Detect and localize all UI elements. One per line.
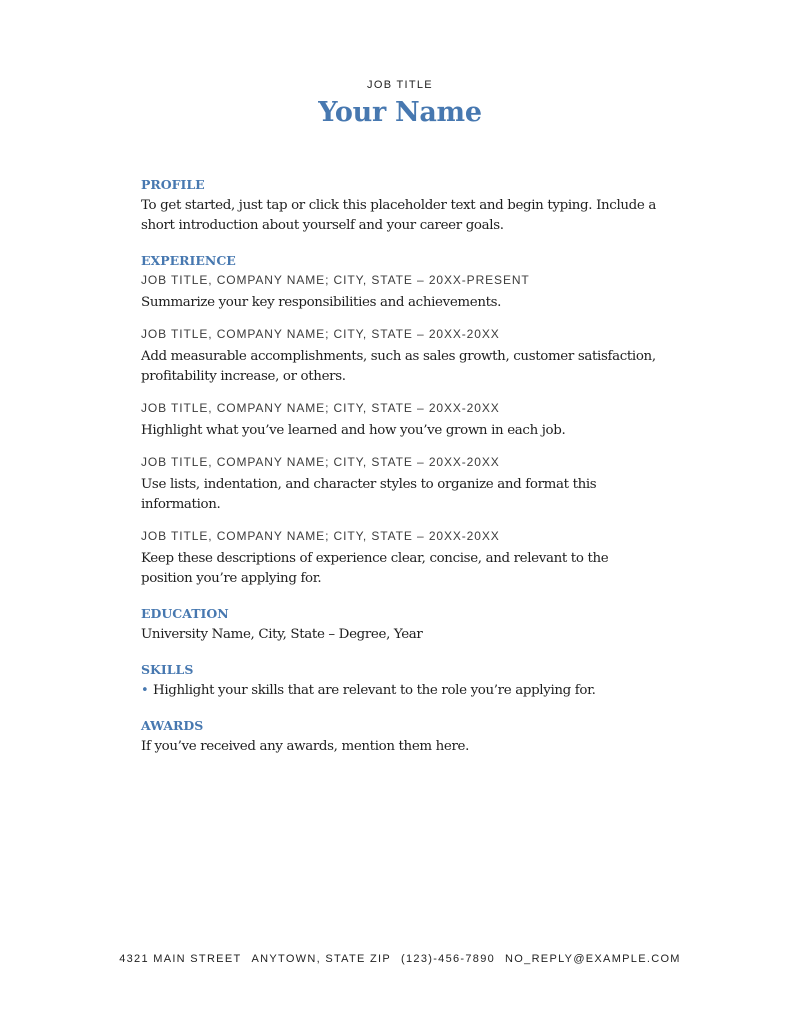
experience-section <box>141 252 661 589</box>
profile-heading[interactable]: PROFILE <box>141 177 205 192</box>
job-description[interactable]: Keep these descriptions of experience clear, concise, and relevant to the position you’re applying for. <box>141 551 609 586</box>
awards-text[interactable]: If you’ve received any awards, mention them here. <box>141 739 470 754</box>
skill-text[interactable]: Highlight your skills that are relevant to the role you’re applying for. <box>153 683 596 698</box>
education-text[interactable]: University Name, City, State – Degree, Year <box>141 627 423 642</box>
job-description[interactable]: Use lists, indentation, and character styles to organize and format this information. <box>141 477 597 512</box>
bullet-icon: • <box>141 683 149 698</box>
experience-entry <box>141 453 661 515</box>
experience-entry <box>141 399 661 441</box>
skills-heading[interactable]: SKILLS <box>141 662 194 677</box>
header-job-title[interactable]: JOB TITLE <box>367 79 433 91</box>
job-line[interactable]: JOB TITLE, COMPANY NAME; CITY, STATE – 20XX-20XX <box>141 327 500 341</box>
skill-item[interactable] <box>141 681 661 701</box>
education-heading[interactable]: EDUCATION <box>141 606 229 621</box>
skills-section <box>141 661 661 701</box>
resume-content <box>141 176 661 770</box>
job-line[interactable]: JOB TITLE, COMPANY NAME; CITY, STATE – 20XX-20XX <box>141 455 500 469</box>
awards-heading[interactable]: AWARDS <box>141 718 204 733</box>
header-name[interactable]: Your Name <box>318 97 482 128</box>
awards-section <box>141 717 661 757</box>
job-line[interactable]: JOB TITLE, COMPANY NAME; CITY, STATE – 20XX-20XX <box>141 529 500 543</box>
job-line[interactable]: JOB TITLE, COMPANY NAME; CITY, STATE – 20XX-20XX <box>141 401 500 415</box>
experience-entry <box>141 527 661 589</box>
profile-text[interactable]: To get started, just tap or click this placeholder text and begin typing. Include a short introduction about yourself and your career goals. <box>141 198 656 233</box>
job-description[interactable]: Add measurable accomplishments, such as sales growth, customer satisfaction, profitability increase, or others. <box>141 349 656 384</box>
education-section <box>141 605 661 645</box>
footer-city[interactable]: ANYTOWN, STATE ZIP <box>251 953 392 965</box>
footer-address[interactable]: 4321 MAIN STREET <box>119 953 242 965</box>
experience-heading[interactable]: EXPERIENCE <box>141 253 236 268</box>
job-line[interactable]: JOB TITLE, COMPANY NAME; CITY, STATE – 20XX-PRESENT <box>141 273 530 287</box>
experience-entry <box>141 325 661 387</box>
experience-entry <box>141 271 661 313</box>
job-description[interactable]: Highlight what you’ve learned and how you’ve grown in each job. <box>141 423 566 438</box>
footer-phone[interactable]: (123)-456-7890 <box>401 953 496 965</box>
footer-email[interactable]: NO_REPLY@EXAMPLE.COM <box>505 953 681 965</box>
job-description[interactable]: Summarize your key responsibilities and achievements. <box>141 295 502 310</box>
contact-footer <box>0 953 800 965</box>
profile-section <box>141 176 661 236</box>
